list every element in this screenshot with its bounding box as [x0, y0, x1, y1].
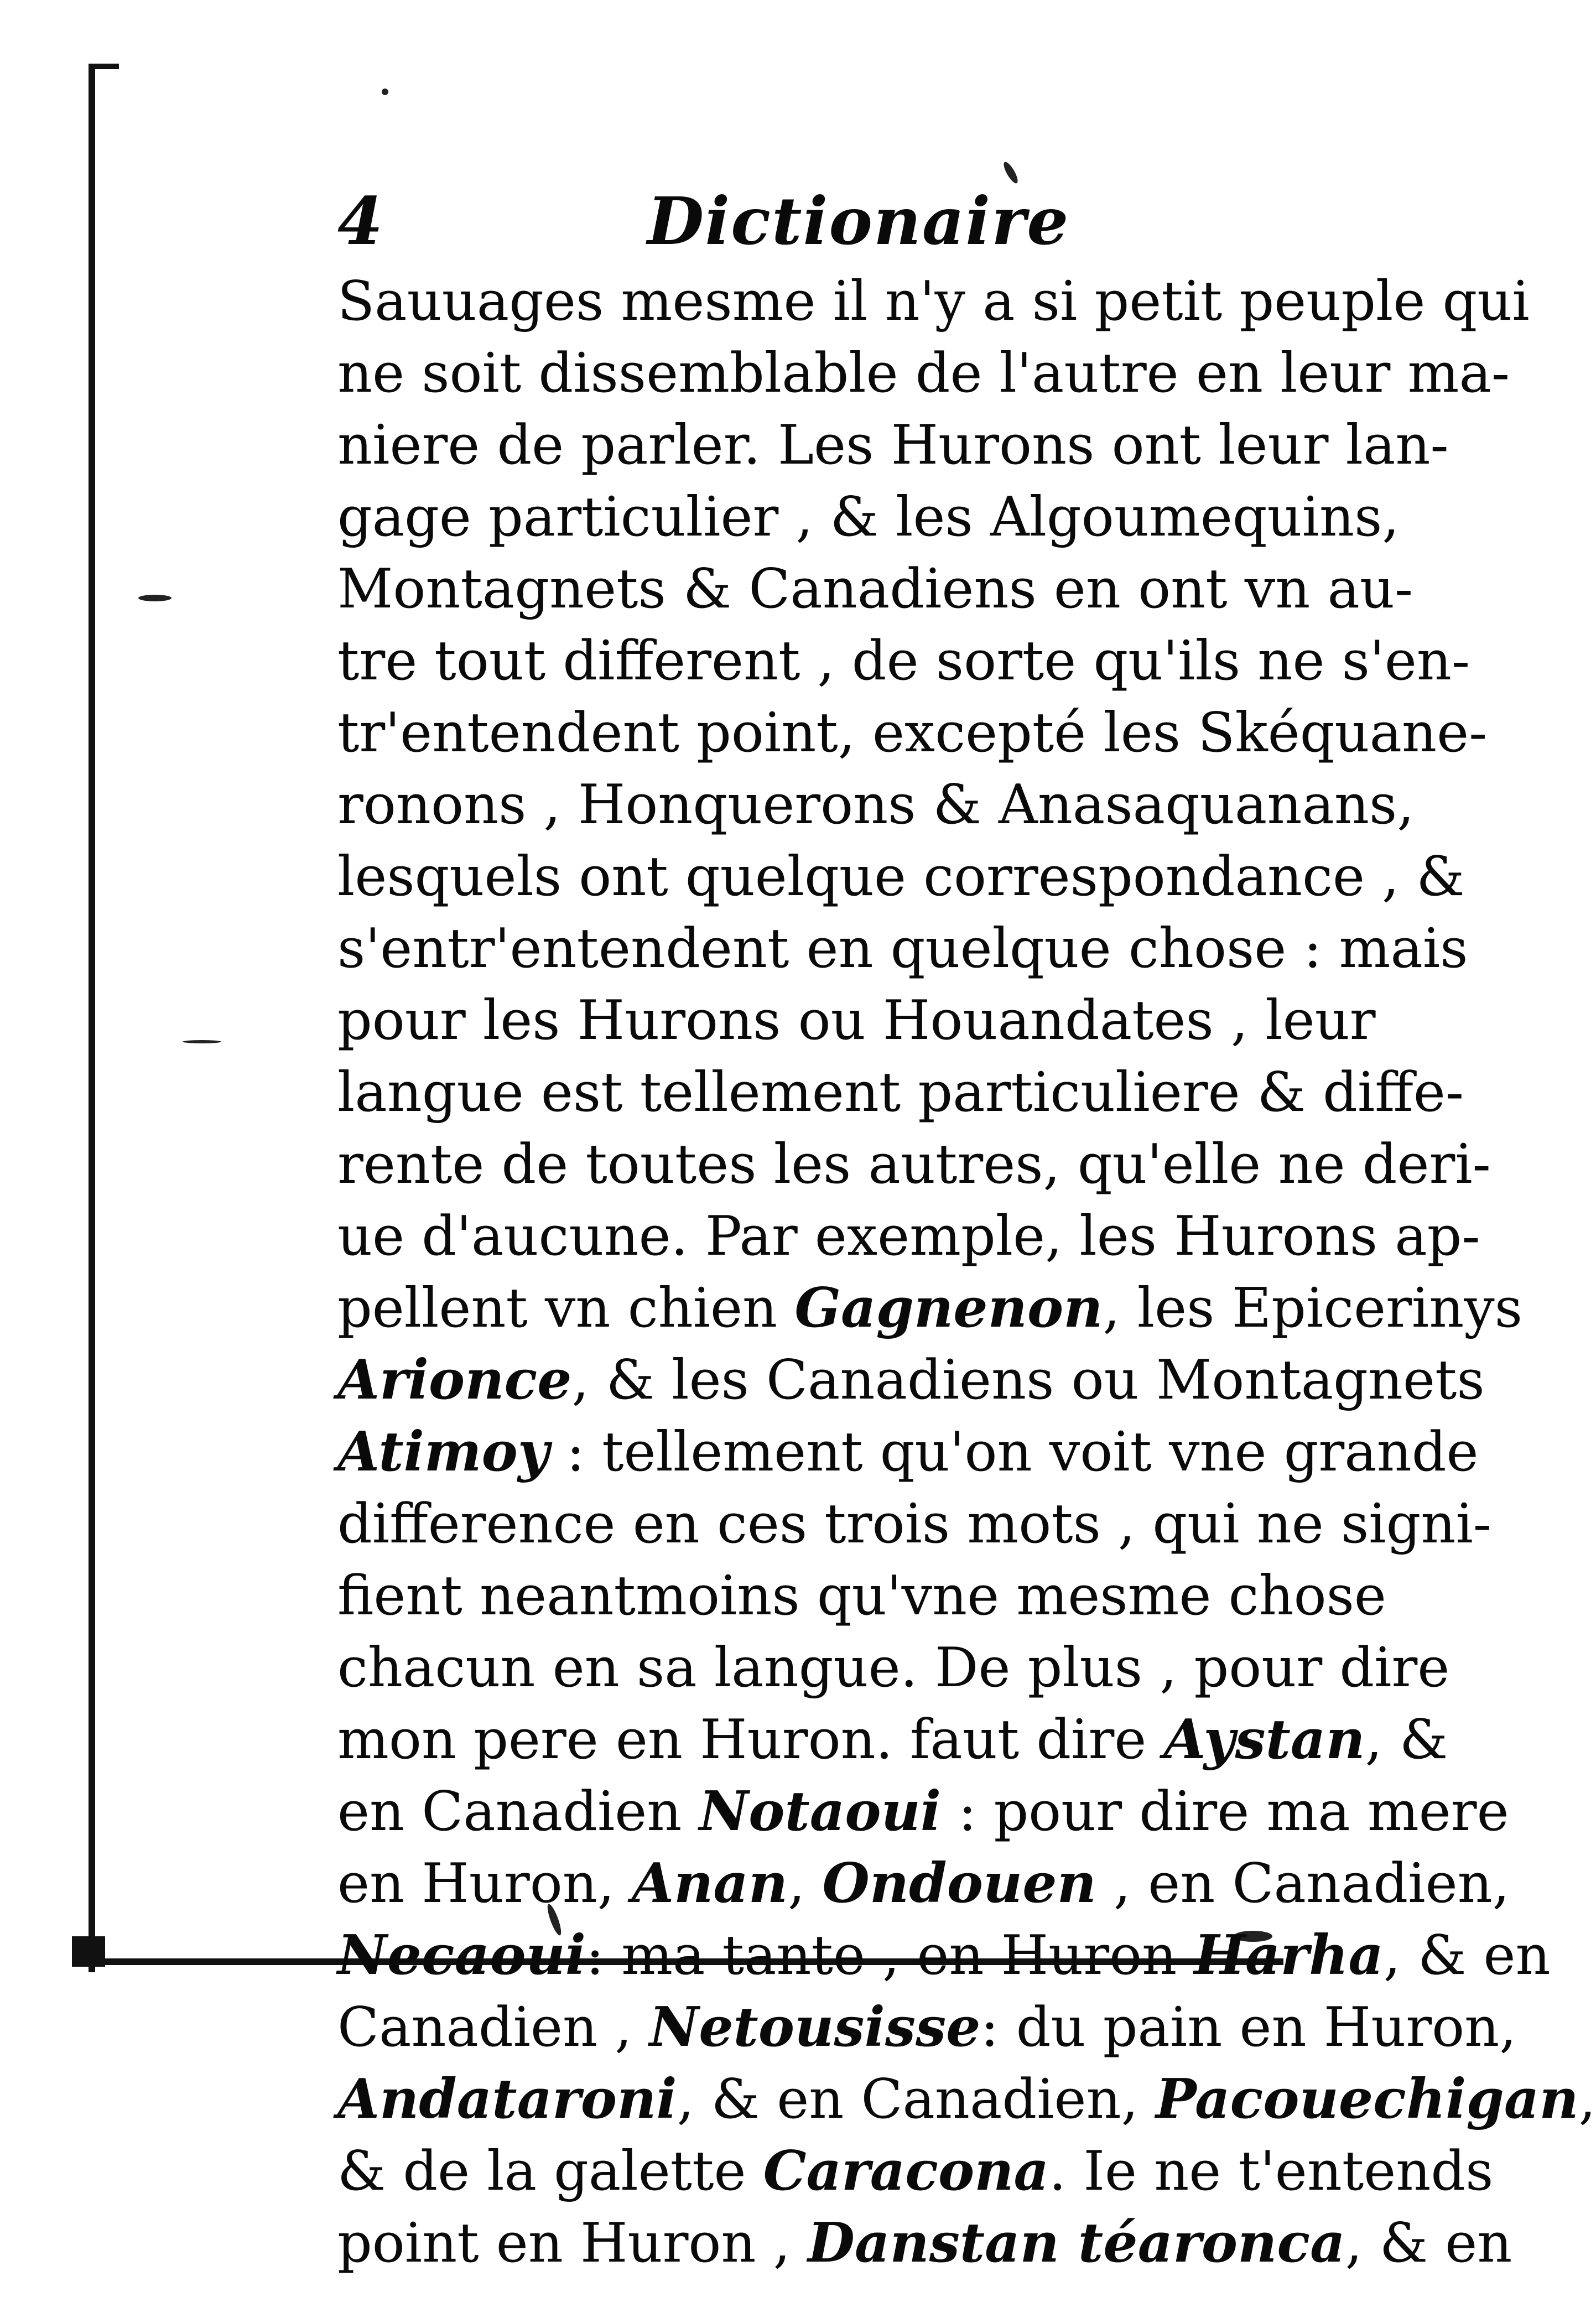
italic-term: Andataroni [337, 2067, 677, 2131]
text-line [337, 1992, 1517, 2064]
text-run: , & en [1345, 2212, 1512, 2275]
text-line [337, 2064, 1596, 2135]
text-run: pour les Hurons ou Houandates , leur [337, 989, 1376, 1052]
text-line [337, 913, 1468, 985]
text-line [337, 985, 1376, 1057]
text-line [337, 337, 1510, 409]
italic-term: Netousisse [649, 1995, 981, 2059]
text-run: , & en Canadien, [677, 2068, 1156, 2131]
text-run: en Huron, [337, 1852, 632, 1915]
text-line [337, 1776, 1509, 1848]
text-run: difference en ces trois mots , qui ne signi- [337, 1493, 1491, 1556]
text-run: , [788, 1852, 823, 1915]
italic-term: Caracona [763, 2139, 1049, 2203]
text-line [337, 1632, 1450, 1704]
text-run: ne soit dissemblable de l'autre en leur ma- [337, 342, 1510, 405]
italic-term: Danstan téaronca [808, 2211, 1345, 2275]
text-run: & de la galette [337, 2140, 763, 2203]
text-line [337, 1560, 1386, 1632]
text-line [337, 1704, 1448, 1776]
running-header [337, 183, 1278, 260]
text-line [337, 1129, 1491, 1201]
italic-term: Necaoui [337, 1924, 586, 1987]
body-text [337, 266, 1596, 2279]
text-line [337, 769, 1415, 841]
text-run: point en Huron , [337, 2212, 808, 2275]
text-run: Sauuages mesme il n'y a si petit peuple qui [337, 270, 1530, 333]
text-line [337, 697, 1488, 769]
text-run: : tellement qu'on voit vne grande [549, 1421, 1479, 1484]
running-title: Dictionaire [647, 183, 1070, 259]
text-line [337, 266, 1530, 337]
text-run: , & en [1383, 1924, 1551, 1987]
text-run: ronons , Honquerons & Anasaquanans, [337, 773, 1415, 836]
text-line [337, 481, 1400, 553]
text-line [337, 625, 1470, 697]
ink-speck [1001, 160, 1020, 185]
text-run: : pour dire ma mere [941, 1780, 1509, 1843]
text-run: , en Canadien, [1096, 1852, 1510, 1915]
text-run: : ma tante , en Huron [585, 1924, 1194, 1987]
scan-edge-left [89, 64, 95, 1972]
text-line [337, 1344, 1485, 1416]
ink-speck [382, 89, 388, 95]
scan-edge-tick [89, 64, 119, 69]
text-line [337, 1272, 1523, 1344]
text-line [337, 2207, 1512, 2279]
text-run: , [1578, 2068, 1596, 2131]
italic-term: Aystan [1163, 1708, 1365, 1771]
text-run: s'entr'entendent en quelque chose : mais [337, 917, 1468, 980]
text-run: lesquels ont quelque correspondance , & [337, 845, 1465, 908]
text-run: gage particulier , & les Algoumequins, [337, 486, 1400, 549]
text-run: Montagnets & Canadiens en ont vn au- [337, 558, 1413, 621]
text-run: tr'entendent point, excepté les Skéquane- [337, 701, 1488, 765]
text-run: , & les Canadiens ou Montagnets [571, 1349, 1485, 1412]
text-run: mon pere en Huron. faut dire [337, 1708, 1164, 1771]
text-run: langue est tellement particuliere & diffe- [337, 1061, 1464, 1124]
text-line [337, 1201, 1480, 1272]
text-line [337, 1920, 1551, 1992]
text-line [337, 2135, 1494, 2207]
text-run: Canadien , [337, 1996, 649, 2059]
italic-term: Pacouechigan [1155, 2067, 1579, 2131]
scan-edge-corner [72, 1936, 105, 1967]
italic-term: Gagnenon [794, 1276, 1103, 1340]
text-line [337, 1416, 1479, 1488]
text-run: , & [1365, 1708, 1448, 1771]
italic-term: Anan [632, 1852, 788, 1915]
text-run: pellent vn chien [337, 1277, 795, 1340]
text-run: , les Epicerinys [1103, 1277, 1523, 1340]
text-line [337, 409, 1449, 481]
text-line [337, 841, 1465, 913]
italic-term: Harha [1194, 1924, 1384, 1987]
italic-term: Ondouen [822, 1852, 1096, 1915]
text-run: rente de toutes les autres, qu'elle ne deri- [337, 1133, 1491, 1196]
text-line [337, 1848, 1510, 1920]
text-run: : du pain en Huron, [980, 1996, 1517, 2059]
italic-term: Atimoy [337, 1420, 549, 1484]
text-line [337, 553, 1413, 625]
text-run: . Ie ne t'entends [1049, 2140, 1494, 2203]
text-run: niere de parler. Les Hurons ont leur lan- [337, 414, 1449, 477]
text-run: chacun en sa langue. De plus , pour dire [337, 1636, 1450, 1700]
text-run: en Canadien [337, 1780, 699, 1843]
italic-term: Arionce [337, 1348, 572, 1412]
text-run: ue d'aucune. Par exemple, les Hurons ap- [337, 1205, 1480, 1268]
text-run: tre tout different , de sorte qu'ils ne s'en- [337, 630, 1470, 693]
ink-speck [138, 595, 171, 601]
italic-term: Notaoui [699, 1780, 942, 1843]
text-line [337, 1488, 1491, 1560]
text-run: fient neantmoins qu'vne mesme chose [337, 1565, 1386, 1628]
page-number: 4 [337, 183, 383, 259]
ink-speck [183, 1040, 221, 1043]
text-line [337, 1057, 1464, 1129]
